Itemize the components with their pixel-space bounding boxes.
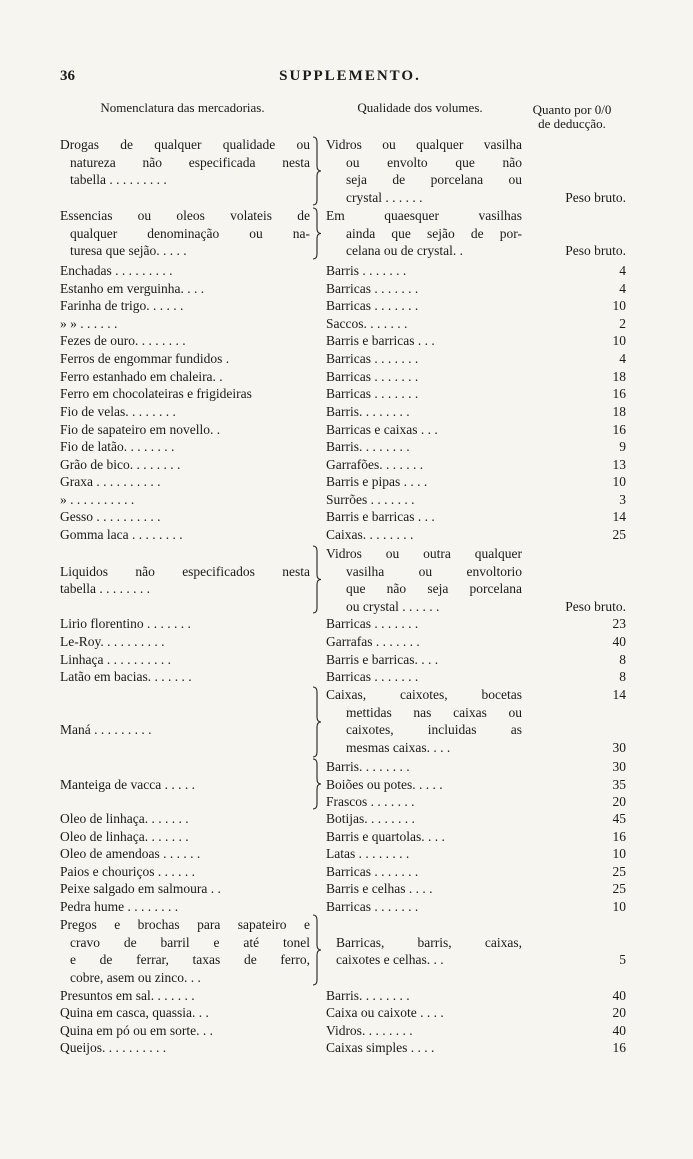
deduction-value: 18	[612, 404, 626, 419]
goods-line: Farinha de trigo. . . . . .	[60, 298, 184, 313]
goods-cell	[60, 508, 310, 526]
volumes-cell	[326, 916, 522, 969]
deduction-value: 8	[619, 652, 626, 667]
goods-line: Gomma laca . . . . . . . .	[60, 527, 183, 542]
deduction-value: 14	[612, 687, 626, 702]
volumes-cell	[326, 633, 522, 651]
goods-line: Quina em casca, quassia. . .	[60, 1005, 209, 1020]
volumes-line: Vidros ou outra qualquer	[326, 546, 522, 561]
volumes-cell	[326, 793, 522, 811]
deduction-value: 16	[612, 386, 626, 401]
goods-line: Paios e chouriços . . . . . .	[60, 864, 195, 879]
goods-cell	[60, 368, 310, 386]
goods-line: e de ferrar, taxas de ferro,	[70, 952, 310, 968]
goods-line: Grão de bico. . . . . . . .	[60, 457, 181, 472]
goods-line: Maná . . . . . . . . .	[60, 722, 152, 738]
volumes-cell	[326, 315, 522, 333]
deduction-value: 9	[619, 439, 626, 454]
deduction-value: 2	[619, 316, 626, 331]
volumes-line: celana ou de crystal. .	[346, 243, 463, 259]
volumes-line: Barris e barricas . . .	[326, 509, 435, 524]
goods-cell	[60, 880, 310, 898]
deduction-value: 25	[612, 864, 626, 879]
goods-line: natureza não especificada nesta	[70, 154, 310, 170]
goods-cell	[60, 491, 310, 509]
deduction-value: 20	[612, 1005, 626, 1020]
goods-line	[60, 704, 310, 722]
goods-line: Pedra hume . . . . . . . .	[60, 899, 179, 914]
volumes-line: Barricas . . . . . . .	[326, 899, 419, 914]
deduction-value: Peso bruto.	[565, 243, 626, 259]
goods-cell	[60, 668, 310, 686]
volumes-line: Surrões . . . . . . .	[326, 492, 415, 507]
volumes-line: caixotes e celhas. . .	[336, 952, 444, 968]
deduction-value: 30	[612, 759, 626, 774]
volumes-line: vasilha ou envoltorio	[346, 563, 522, 579]
goods-line: Essencias ou oleos volateis de	[60, 208, 310, 223]
volumes-line: Barris e barricas . . .	[326, 333, 435, 348]
deduction-value: 18	[612, 369, 626, 384]
deduction-value: 10	[612, 474, 626, 489]
page-header	[60, 68, 640, 90]
col-header-deduction-line2: de deducção.	[538, 116, 606, 131]
goods-cell	[60, 385, 310, 403]
volumes-line: Caixas, caixotes, bocetas	[326, 687, 522, 702]
goods-cell	[60, 845, 310, 863]
goods-cell	[60, 1039, 310, 1057]
volumes-line: Barricas . . . . . . .	[326, 351, 419, 366]
deduction-value: Peso bruto.	[565, 598, 626, 614]
volumes-line: Frascos . . . . . . .	[326, 794, 415, 809]
volumes-line: Barricas . . . . . . .	[326, 864, 419, 879]
volumes-cell	[326, 545, 522, 615]
goods-line	[60, 758, 310, 776]
volumes-line: Caixa ou caixote . . . .	[326, 1005, 444, 1020]
volumes-line: Em quaesquer vasilhas	[326, 208, 522, 223]
volumes-cell	[326, 473, 522, 491]
goods-line: Liquidos não especificados nesta	[60, 563, 310, 579]
volumes-line: Latas . . . . . . . .	[326, 846, 410, 861]
goods-line: Lirio florentino . . . . . . .	[60, 616, 191, 631]
page-number: 36	[60, 68, 75, 84]
deduction-value: 45	[612, 811, 626, 826]
goods-cell	[60, 280, 310, 298]
goods-line: Queijos. . . . . . . . . .	[60, 1040, 167, 1055]
goods-line: Linhaça . . . . . . . . . .	[60, 652, 171, 667]
volumes-cell	[326, 863, 522, 881]
volumes-line: Barris. . . . . . . .	[326, 759, 410, 774]
volumes-line: Barricas . . . . . . .	[326, 298, 419, 313]
volumes-cell	[326, 776, 522, 794]
goods-line: Fio de sapateiro em novello. .	[60, 422, 221, 437]
goods-line: Le-Roy. . . . . . . . . .	[60, 634, 165, 649]
volumes-cell	[326, 207, 522, 260]
goods-cell	[60, 686, 310, 739]
deduction-value: 10	[612, 846, 626, 861]
goods-line: Peixe salgado em salmoura . .	[60, 881, 221, 896]
goods-line: tabella . . . . . . . . .	[70, 172, 167, 188]
deduction-value: 13	[612, 457, 626, 472]
deduction-value: 40	[612, 634, 626, 649]
goods-line: Graxa . . . . . . . . . .	[60, 474, 161, 489]
volumes-cell	[326, 385, 522, 403]
volumes-line: Caixas simples . . . .	[326, 1040, 435, 1055]
volumes-cell	[326, 456, 522, 474]
volumes-line	[326, 916, 522, 934]
volumes-cell	[326, 668, 522, 686]
volumes-cell	[326, 350, 522, 368]
volumes-line: Barricas, barris, caixas,	[336, 934, 522, 950]
col-header-goods: Nomenclatura das mercadorias.	[100, 100, 265, 115]
deduction-value: 20	[612, 794, 626, 809]
volumes-line: que não seja porcelana	[346, 581, 522, 597]
goods-cell	[60, 207, 310, 260]
goods-cell	[60, 136, 310, 189]
volumes-line: Barris e pipas . . . .	[326, 474, 428, 489]
volumes-line: Saccos. . . . . . .	[326, 316, 408, 331]
volumes-line: Barricas . . . . . . .	[326, 386, 419, 401]
goods-line: tabella . . . . . . . .	[60, 581, 150, 597]
volumes-cell	[326, 280, 522, 298]
volumes-line: Barris. . . . . . . .	[326, 404, 410, 419]
goods-line: turesa que sejão. . . . .	[70, 243, 187, 259]
goods-cell	[60, 810, 310, 828]
goods-line: Drogas de qualquer qualidade ou	[60, 137, 310, 152]
goods-cell	[60, 916, 310, 986]
goods-cell	[60, 438, 310, 456]
volumes-line: Barris . . . . . . .	[326, 263, 407, 278]
goods-line: Fio de latão. . . . . . . .	[60, 439, 175, 454]
volumes-line: Barricas . . . . . . .	[326, 616, 419, 631]
volumes-cell	[326, 810, 522, 828]
deduction-value: 3	[619, 492, 626, 507]
volumes-cell	[326, 297, 522, 315]
goods-line: cobre, asem ou zinco. . .	[70, 969, 201, 985]
deduction-value: 14	[612, 509, 626, 524]
goods-cell	[60, 898, 310, 916]
goods-cell	[60, 526, 310, 544]
curly-brace	[310, 136, 322, 206]
volumes-cell	[326, 1039, 522, 1057]
col-header-volumes: Qualidade dos volumes.	[357, 100, 483, 115]
deduction-value: 16	[612, 422, 626, 437]
goods-cell	[60, 403, 310, 421]
goods-line: » . . . . . . . . . .	[60, 492, 135, 507]
goods-cell	[60, 633, 310, 651]
goods-line: » » . . . . . .	[60, 316, 118, 331]
goods-line: Enchadas . . . . . . . . .	[60, 263, 173, 278]
volumes-line: Barris e barricas. . . .	[326, 652, 439, 667]
goods-cell	[60, 1004, 310, 1022]
deduction-value: 35	[612, 777, 626, 792]
deduction-value: 10	[612, 333, 626, 348]
goods-cell	[60, 615, 310, 633]
volumes-cell	[326, 828, 522, 846]
goods-line: Latão em bacias. . . . . . .	[60, 669, 192, 684]
volumes-line: Barricas . . . . . . .	[326, 369, 419, 384]
volumes-line: crystal . . . . . .	[346, 189, 423, 205]
goods-line: Ferro estanhado em chaleira. .	[60, 369, 223, 384]
volumes-line: Barris. . . . . . . .	[326, 439, 410, 454]
curly-brace	[310, 207, 322, 260]
volumes-line: mesmas caixas. . . .	[346, 739, 451, 755]
deduction-value: 25	[612, 881, 626, 896]
goods-line: Pregos e brochas para sapateiro e	[60, 917, 310, 932]
goods-line: Manteiga de vacca . . . . .	[60, 776, 195, 792]
volumes-line: Barricas e caixas . . .	[326, 422, 438, 437]
volumes-cell	[326, 880, 522, 898]
volumes-line: Vidros. . . . . . . .	[326, 1023, 413, 1038]
goods-line: Quina em pó ou em sorte. . .	[60, 1023, 213, 1038]
volumes-line: ou envolto que não	[346, 154, 522, 170]
deduction-value: 40	[612, 1023, 626, 1038]
volumes-cell	[326, 368, 522, 386]
goods-line: Estanho em verguinha. . . .	[60, 281, 205, 296]
volumes-line: Garrafas . . . . . . .	[326, 634, 420, 649]
curly-brace	[310, 758, 322, 810]
goods-line: Oleo de linhaça. . . . . . .	[60, 829, 189, 844]
goods-line: qualquer denominação ou na-	[70, 225, 310, 241]
volumes-line: Barris e quartolas. . . .	[326, 829, 445, 844]
goods-cell	[60, 350, 310, 368]
volumes-cell	[326, 262, 522, 280]
goods-line: Gesso . . . . . . . . . .	[60, 509, 161, 524]
volumes-cell	[326, 845, 522, 863]
deduction-value: 10	[612, 899, 626, 914]
volumes-cell	[326, 491, 522, 509]
volumes-cell	[326, 526, 522, 544]
curly-brace	[310, 686, 322, 758]
volumes-cell	[326, 508, 522, 526]
goods-cell	[60, 262, 310, 280]
goods-cell	[60, 421, 310, 439]
volumes-line: Caixas. . . . . . . .	[326, 527, 414, 542]
deduction-value: 4	[619, 351, 626, 366]
volumes-line: caixotes, incluidas as	[346, 722, 522, 738]
deduction-value: 25	[612, 527, 626, 542]
volumes-cell	[326, 651, 522, 669]
volumes-cell	[326, 438, 522, 456]
deduction-value: 16	[612, 829, 626, 844]
curly-brace	[310, 914, 322, 986]
goods-cell	[60, 315, 310, 333]
deduction-value: 10	[612, 298, 626, 313]
goods-cell	[60, 545, 310, 598]
volumes-cell	[326, 615, 522, 633]
volumes-line: Vidros ou qualquer vasilha	[326, 137, 522, 152]
volumes-line: ou crystal . . . . . .	[346, 598, 440, 614]
volumes-cell	[326, 136, 522, 206]
volumes-cell	[326, 987, 522, 1005]
deduction-value: 4	[619, 263, 626, 278]
page-title: SUPPLEMENTO.	[279, 68, 421, 84]
col-header-deduction-line1: Quanto por 0/0	[532, 102, 612, 117]
volumes-line: Boiões ou potes. . . . .	[326, 777, 443, 792]
volumes-cell	[326, 758, 522, 776]
goods-cell	[60, 863, 310, 881]
volumes-line: mettidas nas caixas ou	[346, 704, 522, 720]
deduction-value: 4	[619, 281, 626, 296]
volumes-cell	[326, 898, 522, 916]
goods-line: cravo de barril e até tonel	[70, 934, 310, 950]
deduction-value: 5	[619, 952, 626, 968]
goods-cell	[60, 473, 310, 491]
volumes-cell	[326, 1004, 522, 1022]
volumes-cell	[326, 1022, 522, 1040]
goods-cell	[60, 456, 310, 474]
goods-line	[60, 545, 310, 563]
volumes-cell	[326, 403, 522, 421]
goods-line: Fio de velas. . . . . . . .	[60, 404, 176, 419]
goods-line: Oleo de linhaça. . . . . . .	[60, 811, 189, 826]
goods-line: Ferro em chocolateiras e frigideiras	[60, 386, 252, 401]
goods-line: Oleo de amendoas . . . . . .	[60, 846, 201, 861]
volumes-line: seja de porcelana ou	[346, 172, 522, 188]
volumes-cell	[326, 421, 522, 439]
volumes-line: ainda que sejão de por-	[346, 225, 522, 241]
goods-cell	[60, 987, 310, 1005]
curly-brace	[310, 545, 322, 614]
goods-cell	[60, 297, 310, 315]
goods-line: Presuntos em sal. . . . . . .	[60, 988, 195, 1003]
volumes-cell	[326, 332, 522, 350]
goods-cell	[60, 332, 310, 350]
goods-line: Fezes de ouro. . . . . . . .	[60, 333, 186, 348]
volumes-line: Barricas . . . . . . .	[326, 281, 419, 296]
volumes-line: Barricas . . . . . . .	[326, 669, 419, 684]
volumes-cell	[326, 686, 522, 756]
volumes-line: Barris e celhas . . . .	[326, 881, 433, 896]
deduction-value: 8	[619, 669, 626, 684]
volumes-line: Botijas. . . . . . . .	[326, 811, 415, 826]
goods-line	[60, 686, 310, 704]
deduction-value: 30	[612, 739, 626, 755]
volumes-line: Barris. . . . . . . .	[326, 988, 410, 1003]
deduction-value: 23	[612, 616, 626, 631]
deduction-value: Peso bruto.	[565, 189, 626, 205]
goods-cell	[60, 1022, 310, 1040]
goods-cell	[60, 758, 310, 793]
goods-cell	[60, 828, 310, 846]
deduction-value: 40	[612, 988, 626, 1003]
goods-line: Ferros de engommar fundidos .	[60, 351, 230, 366]
deduction-value: 16	[612, 1040, 626, 1055]
goods-cell	[60, 651, 310, 669]
volumes-line: Garrafões. . . . . . .	[326, 457, 424, 472]
